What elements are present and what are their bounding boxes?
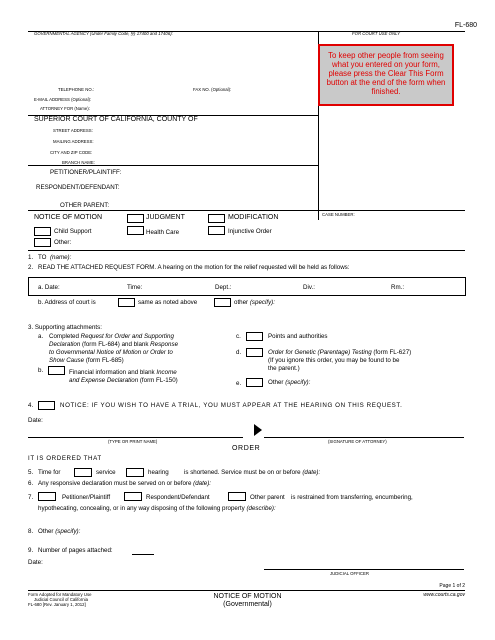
notice-of-motion-label: NOTICE OF MOTION	[34, 214, 103, 221]
item3-c-label: c.	[236, 333, 241, 340]
other-parent-checkbox[interactable]	[228, 492, 246, 501]
other-address-checkbox[interactable]	[214, 298, 231, 307]
item6-number: 6.	[28, 480, 34, 487]
petitioner-option: Petitioner/Plaintiff	[62, 494, 111, 501]
item2-rest: A hearing on the motion for the relief requested will be held as follows:	[157, 264, 350, 271]
item3-d-1: Order for Genetic (Parentage) Testing	[268, 349, 372, 356]
item7-number: 7.	[28, 494, 34, 501]
page-number: Page 1 of 2	[439, 583, 465, 589]
print-name-line	[28, 437, 243, 438]
footer-rule	[28, 590, 465, 591]
other-address-text: other	[234, 299, 249, 306]
judgment-label: JUDGMENT	[146, 214, 185, 221]
item3-header: 3. Supporting attachments:	[28, 324, 102, 331]
respondent-checkbox[interactable]	[124, 492, 142, 501]
item3-a-4: (form FL-684) and blank	[82, 341, 149, 348]
item3-e-2: (specify):	[285, 379, 311, 386]
item1-name-label: (name):	[50, 254, 72, 261]
item4-text: NOTICE: IF YOU WISH TO HAVE A TRIAL, YOU MUST APPEAR AT THE HEARING ON THIS REQUEST.	[60, 402, 403, 409]
other-motion-label: Other:	[54, 239, 72, 246]
footer-adopted-1: Form Adopted for Mandatory Use	[28, 592, 92, 597]
item8-number: 8.	[28, 528, 34, 535]
hearing-time-label: Time:	[127, 284, 143, 291]
hearing-rm-label: Rm.:	[391, 284, 405, 291]
item3-a-7: Show Cause	[49, 357, 85, 364]
branch-label: BRANCH NAME:	[62, 160, 95, 165]
service-label: service	[96, 469, 116, 476]
item3-b-3: and Expense Declaration	[69, 377, 139, 384]
item9-text: Number of pages attached:	[38, 547, 113, 554]
item8-text	[38, 528, 80, 535]
item6-date: (date):	[193, 480, 212, 487]
footer-subtitle: (Governmental)	[223, 601, 272, 608]
hearing-date-label: a. Date:	[38, 284, 60, 291]
item1-to: TO	[38, 254, 47, 261]
item3-d-label: d.	[236, 349, 242, 356]
respondent-option: Respondent/Defendant	[146, 494, 210, 501]
other-address-specify: (specify):	[249, 299, 275, 306]
arrow-icon	[254, 424, 262, 436]
modification-label: MODIFICATION	[228, 214, 279, 221]
signature-label: (SIGNATURE OF ATTORNEY)	[328, 439, 387, 444]
signature-line	[264, 437, 464, 438]
judgment-checkbox[interactable]	[127, 214, 144, 223]
item4-checkbox[interactable]	[38, 401, 55, 410]
items-rule	[28, 250, 465, 251]
petitioner-checkbox[interactable]	[38, 492, 56, 501]
item5-date: (date):	[302, 469, 321, 476]
ordered-heading: IT IS ORDERED THAT	[28, 455, 102, 462]
hearing-checkbox[interactable]	[126, 468, 144, 477]
other-parent-label: OTHER PARENT:	[60, 202, 110, 209]
item8-other: Other	[38, 528, 54, 535]
city-label: CITY AND ZIP CODE:	[50, 150, 93, 155]
item5-shortened: is shortened. Service must be on or before	[184, 469, 301, 476]
item2-number: 2.	[28, 264, 34, 271]
item3-a-8: (form FL-685)	[85, 357, 124, 364]
type-name-label: (TYPE OR PRINT NAME)	[108, 439, 158, 444]
form-number: FL-680	[454, 22, 477, 29]
footer-title: NOTICE OF MOTION	[213, 593, 282, 600]
item3-d-2: (form FL-627)	[373, 349, 412, 356]
court-address-label: b. Address of court is	[38, 299, 96, 306]
item2-text	[38, 264, 349, 271]
court-use-only-label: FOR COURT USE ONLY	[352, 31, 400, 36]
motion-rule	[28, 210, 465, 211]
item3-a-text	[49, 333, 219, 365]
injunctive-order-checkbox[interactable]	[208, 226, 225, 235]
other-motion-checkbox[interactable]	[34, 238, 51, 247]
other-parent-option: Other parent	[250, 494, 285, 501]
item6-body: Any responsive declaration must be served on or before	[38, 480, 192, 487]
item3-a-2: Request for Order and Supporting	[80, 333, 174, 340]
date-label-1: Date:	[28, 417, 43, 424]
item3-b-2: Income	[156, 369, 177, 376]
item3-a-3: Declaration	[49, 341, 81, 348]
telephone-label: TELEPHONE NO.:	[58, 87, 95, 92]
item7-hypothecating: hypothecating, concealing, or in any way disposing of the following property	[38, 505, 245, 512]
hearing-dept-label: Dept.:	[215, 284, 232, 291]
item7-restrained: is restrained from transferring, encumbering,	[291, 494, 413, 501]
order-title: ORDER	[232, 445, 261, 452]
injunctive-order-label: Injunctive Order	[228, 228, 272, 235]
parties-rule	[28, 165, 318, 166]
court-title: SUPERIOR COURT OF CALIFORNIA, COUNTY OF	[34, 116, 198, 123]
respondent-label: RESPONDENT/DEFENDANT:	[36, 184, 120, 191]
footer-website[interactable]: www.courts.ca.gov	[423, 592, 465, 598]
street-label: STREET ADDRESS:	[53, 128, 93, 133]
item7-describe: (describe):	[246, 505, 276, 512]
item3-d-4: the parent.)	[268, 365, 300, 372]
health-care-checkbox[interactable]	[127, 226, 144, 235]
item3-b-1: Financial information and blank	[69, 369, 155, 376]
footer-adopted-2: Judicial Council of California	[34, 597, 88, 602]
item3-c-text: Points and authorities	[268, 333, 328, 340]
item3-e-label: e.	[236, 380, 242, 387]
item3-d-text	[268, 349, 468, 373]
privacy-notice: To keep other people from seeing what you entered on your form, please press the Clear This Form button at the end of the form when finished.	[318, 44, 454, 106]
case-number-label: CASE NUMBER:	[322, 212, 355, 217]
modification-checkbox[interactable]	[208, 214, 225, 223]
item3-d-3: (If you ignore this order, you may be found to be	[268, 357, 400, 364]
item3-b-checkbox[interactable]	[48, 366, 65, 375]
same-address-checkbox[interactable]	[118, 298, 135, 307]
item5-number: 5.	[28, 469, 34, 476]
date-label-2: Date:	[28, 559, 43, 566]
item3-c-checkbox[interactable]	[246, 332, 263, 341]
email-label: E-MAIL ADDRESS (Optional):	[34, 97, 92, 102]
item3-d-checkbox[interactable]	[246, 348, 263, 357]
item3-b-text	[69, 369, 219, 385]
child-support-checkbox[interactable]	[34, 227, 51, 236]
item3-e-checkbox[interactable]	[246, 378, 263, 387]
judicial-officer-label: JUDICIAL OFFICER	[330, 571, 369, 576]
petitioner-label: PETITIONER/PLAINTIFF:	[50, 169, 122, 176]
mailing-label: MAILING ADDRESS:	[53, 139, 94, 144]
child-support-label: Child Support	[54, 228, 92, 235]
item3-b-label: b.	[38, 367, 44, 374]
hearing-div-label: Div.:	[303, 284, 315, 291]
item5-time-for: Time for	[38, 469, 61, 476]
footer-adopted-3: FL-680 [Rev. January 1, 2012]	[28, 602, 86, 607]
item3-e-1: Other	[268, 379, 284, 386]
item6-text	[38, 480, 211, 487]
fax-label: FAX NO. (Optional):	[193, 87, 232, 92]
item7-line2	[38, 505, 276, 512]
judicial-officer-line	[264, 569, 464, 570]
item3-a-label: a.	[38, 333, 44, 340]
agency-label: GOVERNMENTAL AGENCY (Under Family Code, §§ 17400 and 17406):	[34, 31, 173, 36]
item9-number: 9.	[28, 547, 34, 554]
health-care-label: Health Care	[146, 229, 180, 236]
item3-b-4: (form FL-150)	[139, 377, 178, 384]
item5-rest	[184, 469, 320, 476]
item3-e-text	[268, 379, 310, 386]
item3-a-1: Completed	[49, 333, 79, 340]
item4-number: 4.	[28, 402, 34, 409]
other-address-label	[234, 299, 275, 306]
item3-a-6: to Governmental Notice of Motion or Order to	[49, 349, 173, 356]
same-address-label: same as noted above	[138, 299, 198, 306]
service-checkbox[interactable]	[74, 468, 92, 477]
pages-attached-line	[132, 554, 154, 555]
item3-a-5: Response	[150, 341, 179, 348]
item2-bold: READ THE ATTACHED REQUEST FORM.	[38, 264, 157, 271]
item8-specify: (specify):	[55, 528, 81, 535]
attorney-label: ATTORNEY FOR (Name):	[40, 106, 90, 111]
hearing-label: hearing	[148, 469, 169, 476]
item1-number: 1.	[28, 254, 34, 261]
